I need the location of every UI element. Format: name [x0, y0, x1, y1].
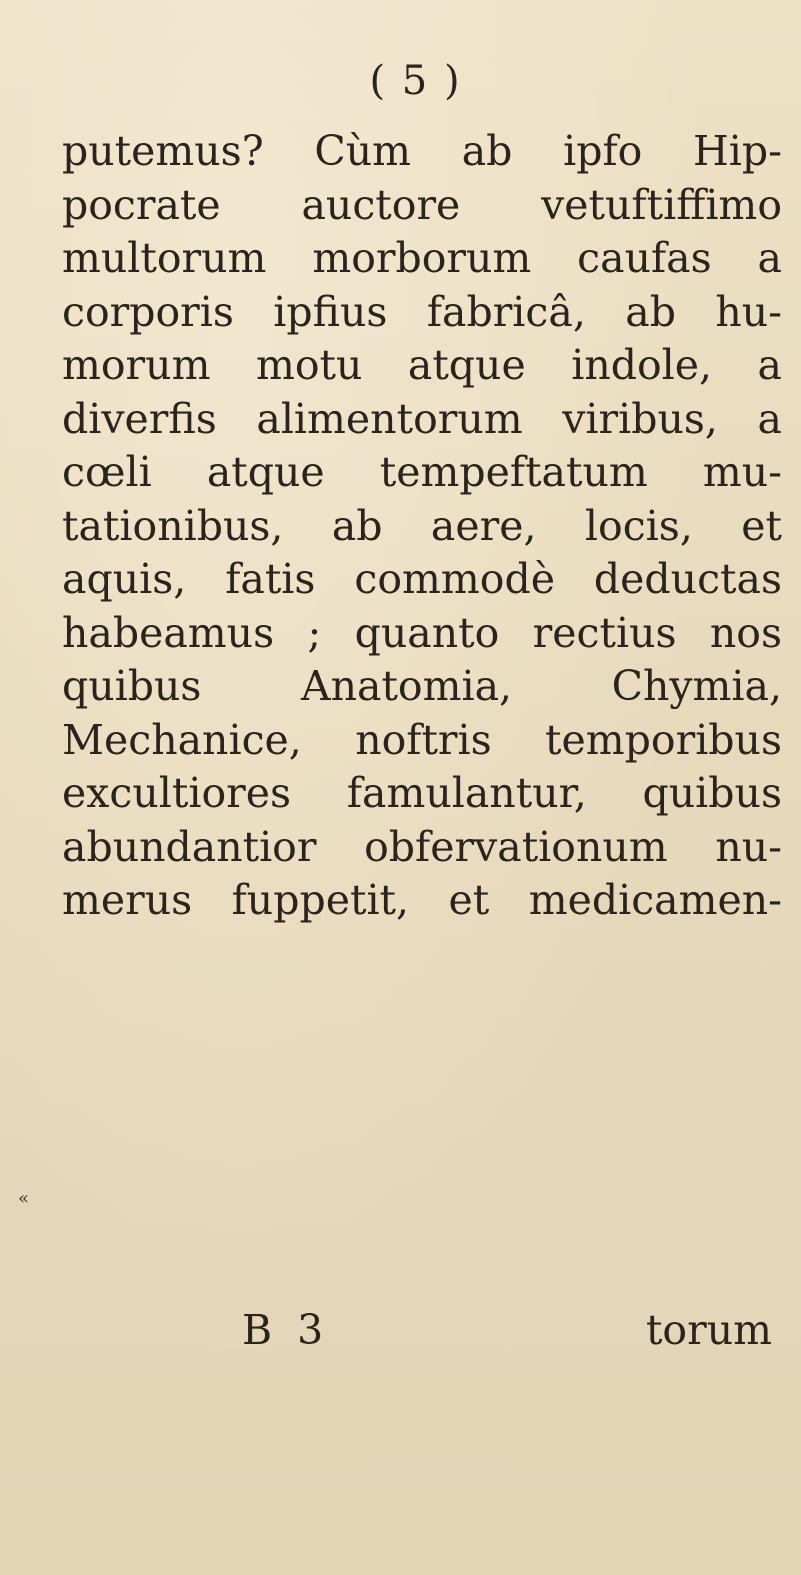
text-line: multorum morborum caufas a: [62, 234, 782, 282]
text-line: aquis, fatis commodè deductas: [62, 555, 782, 603]
text-line: excultiores famulantur, quibus: [62, 769, 782, 817]
text-line: cœli atque tempeftatum mu-: [62, 448, 782, 496]
text-line: abundantior obfervationum nu-: [62, 822, 782, 871]
body-text: [62, 125, 782, 928]
text-line: Mechanice, noftris temporibus: [62, 715, 782, 764]
page-number: ( 5 ): [369, 58, 462, 104]
text-line: pocrate auctore vetuftiffimo: [62, 180, 782, 229]
text-line: corporis ipfius fabricâ, ab hu-: [62, 287, 782, 336]
text-line: morum motu atque indole, a: [62, 341, 782, 389]
text-line: diverfis alimentorum viribus, a: [62, 394, 782, 443]
text-line: merus fuppetit, et medicamen-: [62, 876, 782, 924]
signature-mark: B 3: [242, 1306, 330, 1354]
text-line: tationibus, ab aere, locis, et: [62, 501, 782, 550]
margin-mark: «: [18, 1188, 30, 1209]
text-line: habeamus ; quanto rectius nos: [62, 608, 782, 657]
text-line: quibus Anatomia, Chymia,: [62, 662, 782, 710]
catchword: torum: [645, 1306, 772, 1354]
catchline: [62, 1300, 782, 1360]
text-line: putemus? Cùm ab ipfo Hip-: [62, 127, 782, 175]
